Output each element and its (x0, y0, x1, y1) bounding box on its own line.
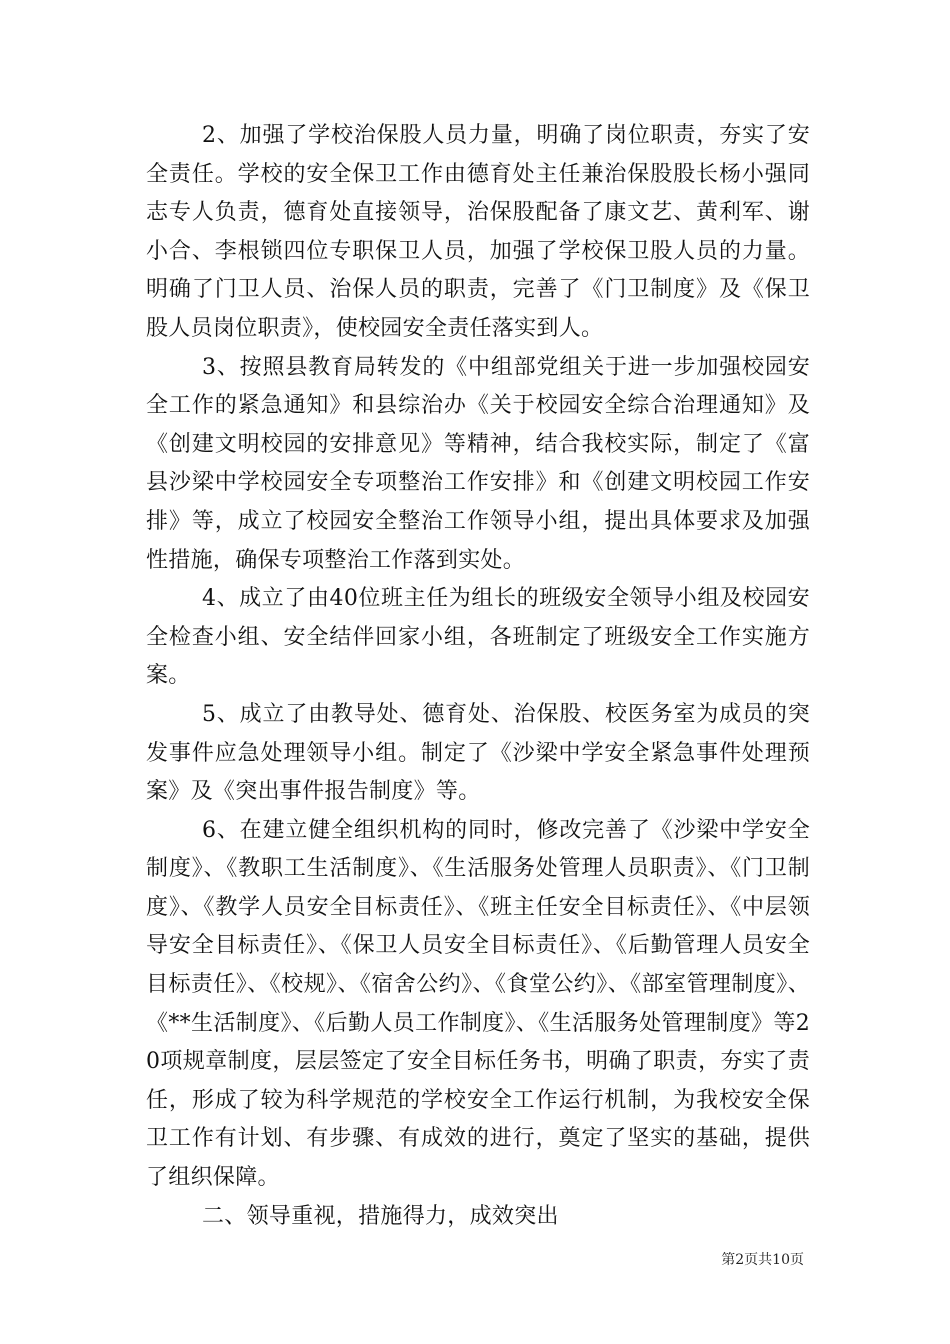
page-number: 第2页共10页 (721, 1252, 804, 1268)
paragraph-emergency-group: 5、成立了由教导处、德育处、治保股、校医务室为成员的突发事件应急处理领导小组。制定了《沙梁中学安全紧急事件处理预案》及《突出事件报告制度》等。 (146, 701, 810, 805)
paragraph-staffing: 2、加强了学校治保股人员力量，明确了岗位职责，夯实了安全责任。学校的安全保卫工作由德育处主任兼治保股股长杨小强同志专人负责，德育处直接领导，治保股配备了康文艺、黄利军、谢小合、李根锁四位专职保卫人员，加强了学校保卫股人员的力量。明确了门卫人员、治保人员的职责，完善了《门卫制度》及《保卫股人员岗位职责》，使校园安全责任落实到人。 (146, 123, 810, 341)
paragraph-rectification-plan: 3、按照县教育局转发的《中组部党组关于进一步加强校园安全工作的紧急通知》和县综治办《关于校园安全综合治理通知》及《创建文明校园的安排意见》等精神，结合我校实际，制定了《富县沙梁中学校园安全专项整治工作安排》和《创建文明校园工作安排》等，成立了校园安全整治工作领导小组，提出具体要求及加强性措施，确保专项整治工作落到实处。 (146, 354, 810, 573)
document-body (146, 117, 810, 1236)
paragraph-regulations: 6、在建立健全组织机构的同时，修改完善了《沙梁中学安全制度》、《教职工生活制度》、《生活服务处管理人员职责》、《门卫制度》、《教学人员安全目标责任》、《班主任安全目标责任》、《中层领导安全目标责任》、《保卫人员安全目标责任》、《后勤管理人员安全目标责任》、《校规》、《宿舍公约》、《食堂公约》、《部室管理制度》、《**生活制度》、《后勤人员工作制度》、《生活服务处管理制度》等20项规章制度，层层签定了安全目标任务书，明确了职责，夯实了责任，形成了较为科学规范的学校安全工作运行机制，为我校安全保卫工作有计划、有步骤、有成效的进行，奠定了坚实的基础，提供了组织保障。 (146, 817, 810, 1191)
section-heading: 二、领导重视，措施得力，成效突出 (202, 1203, 559, 1229)
paragraph-class-safety-group: 4、成立了由40位班主任为组长的班级安全领导小组及校园安全检查小组、安全结伴回家小组，各班制定了班级安全工作实施方案。 (146, 586, 810, 689)
